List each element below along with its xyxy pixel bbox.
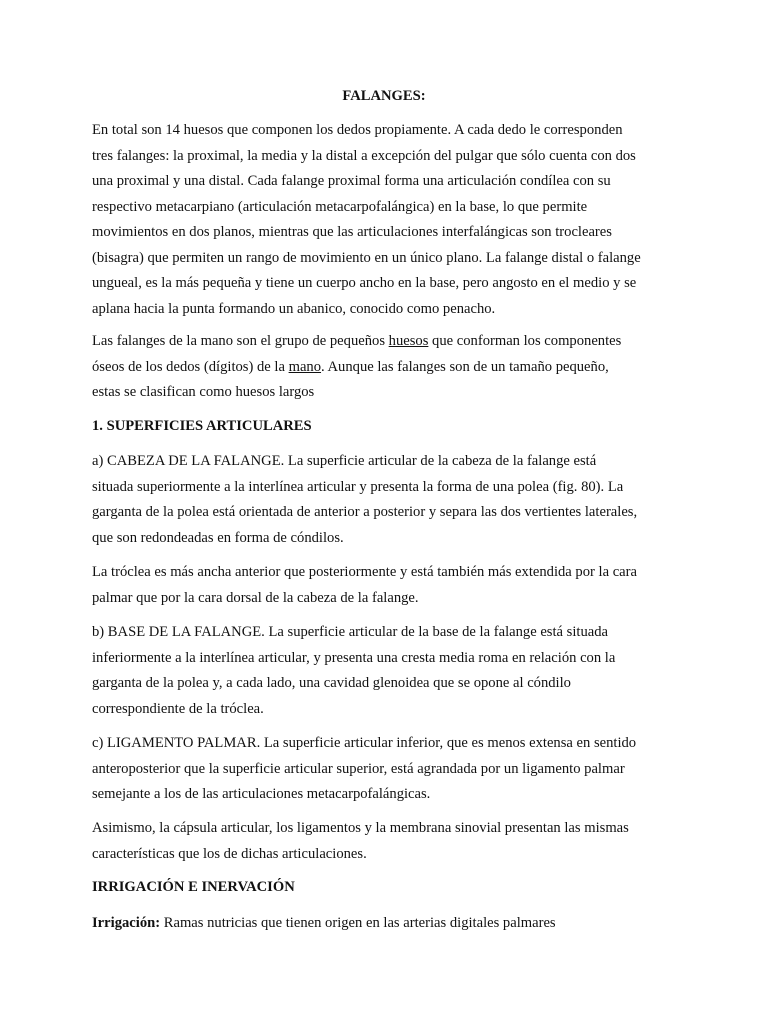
text-line: situada superiormente a la interlínea articular y presenta la forma de una polea (fig. 80). La <box>92 478 624 495</box>
text-line: Asimismo, la cápsula articular, los ligamentos y la membrana sinovial presentan las mismas <box>92 820 629 836</box>
text-line: una proximal y una distal. Cada falange proximal forma una articulación condílea con su <box>92 173 611 189</box>
troclea-paragraph <box>92 560 692 611</box>
text-line: a) CABEZA DE LA FALANGE. La superficie articular de la cabeza de la falange está <box>92 453 597 469</box>
text-line <box>92 329 692 355</box>
text-line: semejante a los de las articulaciones metacarpofalángicas. <box>92 786 431 802</box>
page-title: FALANGES: <box>342 88 426 104</box>
text-line: correspondiente de la tróclea. <box>92 700 264 717</box>
text-line: garganta de la polea y, a cada lado, una cavidad glenoidea que se opone al cóndilo <box>92 675 571 691</box>
text-line: ungueal, es la más pequeña y tiene un cuerpo ancho en la base, pero angosto en el medio y se <box>92 275 637 291</box>
capsula-paragraph <box>92 816 692 867</box>
link-huesos[interactable]: huesos <box>388 333 429 349</box>
text-line: tres falanges: la proximal, la media y la distal a excepción del pulgar que sólo cuenta con dos <box>92 147 636 164</box>
intro-paragraph <box>92 118 692 322</box>
text-line: palmar que por la cara dorsal de la cabeza de la falange. <box>92 589 419 606</box>
text-line: La tróclea es más ancha anterior que posteriormente y está también más extendida por la cara <box>92 564 637 580</box>
irrigacion-paragraph <box>92 911 692 937</box>
text-line: que son redondeadas en forma de cóndilos. <box>92 529 344 546</box>
irrigacion-label: Irrigación: <box>92 915 161 931</box>
text-line: movimientos en dos planos, mientras que las articulaciones interfalángicas son trocleares <box>92 224 612 240</box>
text-line: (bisagra) que permiten un rango de movimiento en un único plano. La falange distal o falange <box>92 249 641 266</box>
text-run: . Aunque las falanges son de un tamaño pequeño, <box>321 358 609 375</box>
text-line: aplana hacia la punta formando un abanico, conocido como penacho. <box>92 300 496 317</box>
text-run: Las falanges de la mano son el grupo de pequeños <box>92 333 389 349</box>
text-line: En total son 14 huesos que componen los dedos propiamente. A cada dedo le corresponden <box>92 122 623 138</box>
link-mano[interactable]: mano <box>288 358 322 375</box>
text-line: respectivo metacarpiano (articulación metacarpofalángica) en la base, lo que permite <box>92 198 588 215</box>
text-line <box>92 911 692 937</box>
text-run: que conforman los componentes <box>428 333 622 349</box>
text-line: estas se clasifican como huesos largos <box>92 384 315 400</box>
text-line: anteroposterior que la superficie articular superior, está agrandada por un ligamento palmar <box>92 760 625 777</box>
base-paragraph <box>92 620 692 722</box>
definition-paragraph <box>92 329 692 406</box>
section-heading-irrigacion: IRRIGACIÓN E INERVACIÓN <box>92 879 295 895</box>
text-line: c) LIGAMENTO PALMAR. La superficie articular inferior, que es menos extensa en sentido <box>92 735 637 751</box>
text-line: características que los de dichas articulaciones. <box>92 845 367 862</box>
text-run: óseos de los dedos (dígitos) de la <box>92 358 289 375</box>
text-line: b) BASE DE LA FALANGE. La superficie articular de la base de la falange está situada <box>92 624 609 640</box>
text-run: Ramas nutricias que tienen origen en las arterias digitales palmares <box>160 915 556 931</box>
cabeza-paragraph <box>92 449 692 551</box>
section-heading-superficies: 1. SUPERFICIES ARTICULARES <box>92 418 312 434</box>
text-line: inferiormente a la interlínea articular, y presenta una cresta media roma en relación con la <box>92 649 616 666</box>
text-line: garganta de la polea está orientada de anterior a posterior y separa las dos vertientes laterales, <box>92 504 638 520</box>
text-line <box>92 355 692 381</box>
ligamento-paragraph <box>92 731 692 808</box>
